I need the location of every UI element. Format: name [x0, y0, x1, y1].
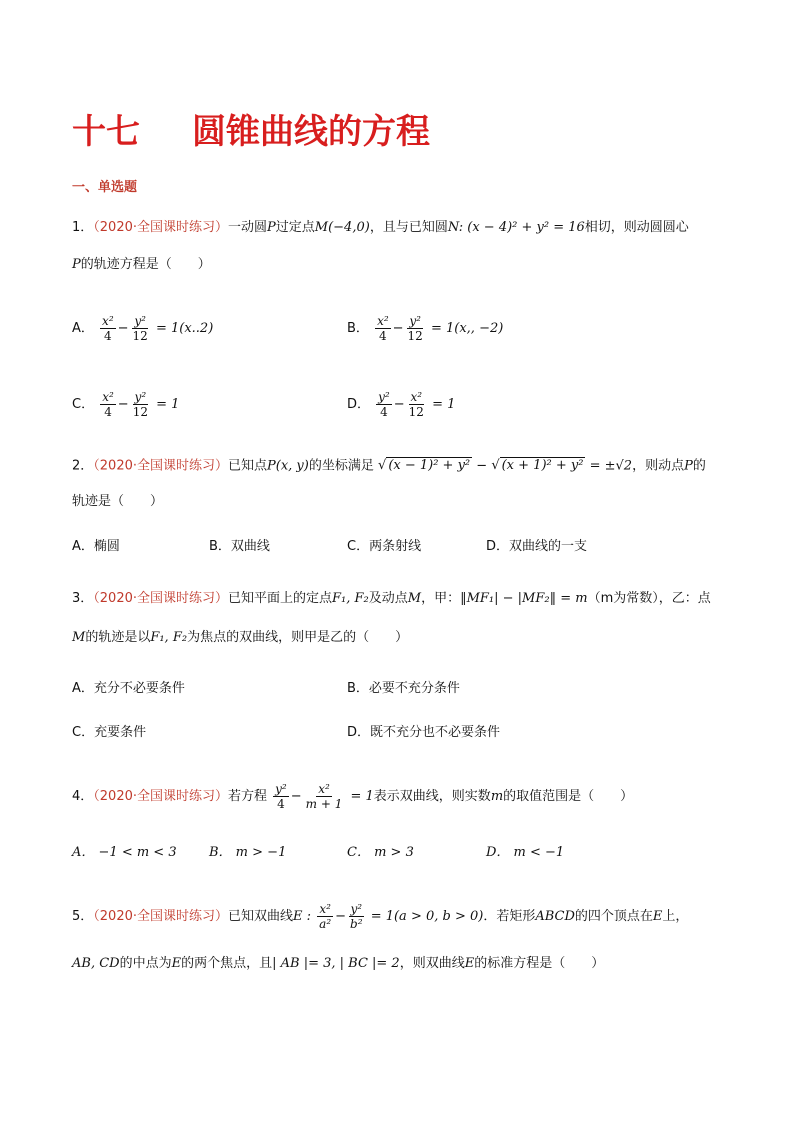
- question-1-option-c[interactable]: C． $\frac{\text{x²}}{4}$ − $\frac{\text{y²}}{12}$ = 1: [72, 390, 180, 419]
- section-heading: 一、单选题: [72, 180, 138, 195]
- question-2-option-b[interactable]: B．双曲线: [209, 539, 270, 554]
- chapter-title: 圆锥曲线的方程: [192, 112, 430, 152]
- question-3-line-1: 3．（2020·全国课时练习）已知平面上的定点F₁, F₂及动点M，甲：‖MF₁| − |MF₂‖ = m（m为常数），乙：点: [72, 591, 711, 606]
- question-4-option-c[interactable]: C． m > 3: [347, 845, 414, 860]
- question-1-option-b[interactable]: B． $\frac{\text{x²}}{4}$ − $\frac{\text{y²}}{12}$ = 1(x,, −2): [347, 314, 504, 343]
- question-1-line-1: 1．（2020·全国课时练习）一动圆P过定点M(−4,0)，且与已知圆N: (x − 4)² + y² = 16相切，则动圆圆心: [72, 220, 689, 235]
- question-4-option-d[interactable]: D． m < −1: [486, 845, 565, 860]
- question-1-line-2: P的轨迹方程是（ ）: [72, 257, 211, 272]
- question-1-option-a[interactable]: A． $\frac{\text{x²}}{4}$ − $\frac{\text{y²}}{12}$ = 1(x..2): [72, 314, 214, 343]
- question-2-line-1: 2．（2020·全国课时练习）已知点P(x, y)的坐标满足 √ (x − 1)² + y² − √ (x + 1)² + y² = ±√2，则动点P的: [72, 458, 706, 474]
- question-3-line-2: M的轨迹是以F₁, F₂为焦点的双曲线，则甲是乙的（ ）: [72, 630, 409, 645]
- page-title: [72, 108, 430, 156]
- point-m: M(−4,0): [314, 220, 370, 235]
- question-2-option-a[interactable]: A．椭圆: [72, 539, 120, 554]
- question-3-option-c[interactable]: C．充要条件: [72, 725, 147, 740]
- chapter-number: 十七: [72, 112, 140, 152]
- question-3-option-b[interactable]: B．必要不充分条件: [347, 681, 460, 696]
- question-3-option-d[interactable]: D．既不充分也不必要条件: [347, 725, 501, 740]
- question-5-line-2: AB, CD的中点为E的两个焦点，且| AB |= 3, | BC |= 2，则双曲线E的标准方程是（ ）: [72, 956, 605, 971]
- question-2-option-c[interactable]: C．两条射线: [347, 539, 422, 554]
- circle-n: N: (x − 4)² + y² = 16: [447, 220, 585, 235]
- question-4-option-a[interactable]: A． −1 < m < 3: [72, 845, 177, 860]
- question-4-option-b[interactable]: B． m > −1: [209, 845, 287, 860]
- question-5-line-1: 5．（2020·全国课时练习）已知双曲线E : $\frac{\text{x²}}{\text{a²}}$ − $\frac{\text{y²}}{\text{b²}}$ = 1(a > 0, b > 0)．若矩形ABCD的四个顶点在E上，: [72, 902, 689, 931]
- question-2-line-2: 轨迹是（ ）: [72, 494, 164, 509]
- question-2-option-d[interactable]: D．双曲线的一支: [486, 539, 588, 554]
- question-1-option-d[interactable]: D． $\frac{\text{y²}}{4}$ − $\frac{\text{x²}}{12}$ = 1: [347, 390, 456, 419]
- question-3-option-a[interactable]: A．充分不必要条件: [72, 681, 185, 696]
- question-4-line-1: 4．（2020·全国课时练习）若方程 $\frac{\text{y²}}{4}$ − $\frac{\text{x²}}{m + 1}$ = 1表示双曲线，则实数m的取值范围是（ ）: [72, 782, 634, 811]
- question-source: （2020·全国课时练习）: [93, 220, 228, 235]
